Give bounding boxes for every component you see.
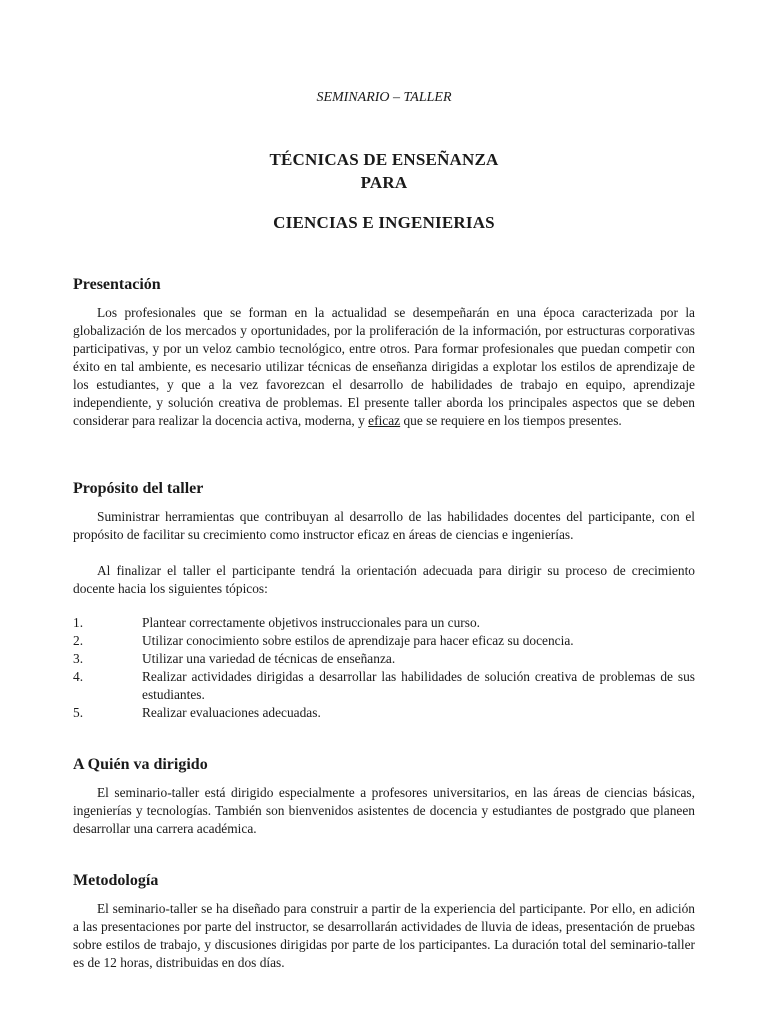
presentacion-underlined-word: eficaz <box>368 413 401 428</box>
presentacion-paragraph <box>73 304 695 430</box>
list-item <box>73 704 695 722</box>
list-item <box>73 614 695 632</box>
list-item-text: Realizar evaluaciones adecuadas. <box>142 705 321 720</box>
section-heading-proposito: Propósito del taller <box>73 480 204 497</box>
list-item-number: 5. <box>73 705 84 720</box>
list-item <box>73 650 695 668</box>
document-title-line-1: TÉCNICAS DE ENSEÑANZA <box>269 150 499 169</box>
list-item-number: 3. <box>73 651 84 666</box>
section-heading-presentacion: Presentación <box>73 276 161 293</box>
list-item-number: 4. <box>73 669 84 684</box>
list-item-number: 1. <box>73 615 84 630</box>
proposito-paragraph-1: Suministrar herramientas que contribuyan al desarrollo de las habilidades docentes del participante, con el propósito de facilitar su crecimiento como instructor eficaz en áreas de ciencias e ingenierías. <box>73 509 695 542</box>
list-item <box>73 668 695 704</box>
presentacion-text-after: que se requiere en los tiempos presentes. <box>400 413 622 428</box>
list-item-number: 2. <box>73 633 84 648</box>
presentacion-text-before: Los profesionales que se forman en la actualidad se desempeñarán en una época caracterizada por la globalización de los mercados y oportunidades, por la proliferación de la información, por estructuras corporativas participativas, y por un veloz cambio tecnológico, entre otros. Para formar profesionales que puedan competir con éxito en tal ambiente, es necesario utilizar técnicas de enseñanza dirigidas a explotar los estilos de aprendizaje de los estudiantes, y que a la vez favorezcan el desarrollo de habilidades de trabajo en equipo, aprendizaje independiente, y solución creativa de problemas. El presente taller aborda los principales aspectos que se deben considerar para realizar la docencia activa, moderna, y <box>73 305 695 428</box>
list-item-text: Utilizar conocimiento sobre estilos de aprendizaje para hacer eficaz su docencia. <box>142 633 574 648</box>
metodologia-paragraph: El seminario-taller se ha diseñado para construir a partir de la experiencia del participante. Por ello, en adición a las presentaciones por parte del instructor, se desarrollarán actividades de lluvia de ideas, presentación de pruebas sobre estilos de trabajo, y discusiones dirigidas por parte de los participantes. La duración total del seminario-taller es de 12 horas, distribuidas en dos días. <box>73 901 695 970</box>
document-title-line-3: CIENCIAS E INGENIERIAS <box>273 213 495 232</box>
list-item <box>73 632 695 650</box>
list-item-text: Utilizar una variedad de técnicas de enseñanza. <box>142 651 396 666</box>
list-item-text: Plantear correctamente objetivos instruccionales para un curso. <box>142 615 480 630</box>
section-heading-dirigido: A Quién va dirigido <box>73 756 208 773</box>
section-heading-metodologia: Metodología <box>73 872 159 889</box>
proposito-topics-list <box>73 614 695 722</box>
document-subtitle: SEMINARIO – TALLER <box>316 90 452 105</box>
proposito-paragraph-2: Al finalizar el taller el participante tendrá la orientación adecuada para dirigir su proceso de crecimiento docente hacia los siguientes tópicos: <box>73 563 695 596</box>
dirigido-paragraph: El seminario-taller está dirigido especialmente a profesores universitarios, en las áreas de ciencias básicas, ingenierías y tecnologías. También son bienvenidos asistentes de docencia y estudiantes de postgrado que planeen desarrollar una carrera académica. <box>73 785 695 836</box>
list-item-text: Realizar actividades dirigidas a desarrollar las habilidades de solución creativa de problemas de sus estudiantes. <box>142 669 695 702</box>
document-title-line-2: PARA <box>360 173 408 192</box>
